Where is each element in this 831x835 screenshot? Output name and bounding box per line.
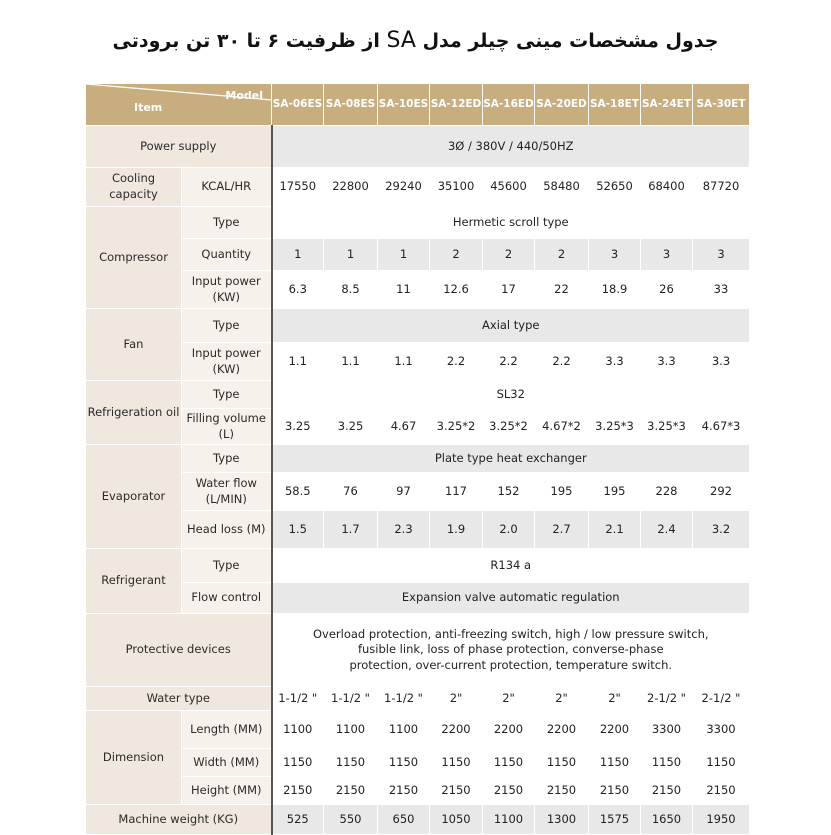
cooling-capacity-value: 58480: [535, 168, 589, 207]
oil-filling-value: 3.25*3: [641, 409, 693, 445]
compressor-quantity-value: 3: [589, 239, 641, 271]
evaporator-head-value: 2.0: [483, 511, 535, 549]
cooling-capacity-value: 52650: [589, 168, 641, 207]
fan-label: Fan: [86, 309, 182, 381]
oil-filling-value: 4.67: [378, 409, 430, 445]
oil-filling-value: 3.25*3: [589, 409, 641, 445]
dimension-length-value: 1100: [378, 711, 430, 749]
dimension-height-value: 2150: [324, 777, 378, 805]
dimension-length-value: 3300: [693, 711, 750, 749]
compressor-quantity-value: 1: [378, 239, 430, 271]
dimension-width-value: 1150: [693, 749, 750, 777]
oil-filling-row: [86, 409, 750, 445]
cooling-capacity-value: 17550: [272, 168, 324, 207]
refrigerant-flow-value: Expansion valve automatic regulation: [272, 583, 750, 614]
evaporator-type-label: Type: [182, 445, 272, 473]
oil-type-label: Type: [182, 381, 272, 409]
cooling-capacity-value: 68400: [641, 168, 693, 207]
weight-label: Machine weight (KG): [86, 805, 272, 835]
evaporator-head-row: [86, 511, 750, 549]
water-type-value: 2": [483, 687, 535, 711]
water-type-value: 2-1/2 ": [693, 687, 750, 711]
water-type-value: 2-1/2 ": [641, 687, 693, 711]
fan-power-row: [86, 343, 750, 381]
compressor-power-label: Input power (KW): [182, 271, 272, 309]
cooling-capacity-value: 87720: [693, 168, 750, 207]
dimension-length-value: 1100: [324, 711, 378, 749]
dimension-label: Dimension: [86, 711, 182, 805]
weight-value: 1050: [430, 805, 483, 835]
compressor-power-value: 6.3: [272, 271, 324, 309]
dimension-length-value: 2200: [430, 711, 483, 749]
dimension-width-label: Width (MM): [182, 749, 272, 777]
model-label: Model: [225, 89, 263, 102]
protective-value: [272, 614, 750, 687]
dimension-length-value: 2200: [483, 711, 535, 749]
fan-power-value: 3.3: [641, 343, 693, 381]
model-header: SA-08ES: [324, 84, 378, 126]
model-header: SA-16ED: [483, 84, 535, 126]
refrigerant-label: Refrigerant: [86, 549, 182, 614]
evaporator-flow-value: 292: [693, 473, 750, 511]
dimension-width-value: 1150: [641, 749, 693, 777]
evaporator-head-value: 3.2: [693, 511, 750, 549]
refrigerant-type-label: Type: [182, 549, 272, 583]
weight-value: 1100: [483, 805, 535, 835]
weight-value: 1575: [589, 805, 641, 835]
header-row: [86, 84, 750, 126]
oil-filling-value: 3.25*2: [483, 409, 535, 445]
model-header: SA-10ES: [378, 84, 430, 126]
oil-filling-value: 3.25: [324, 409, 378, 445]
water-type-value: 1-1/2 ": [324, 687, 378, 711]
evaporator-head-value: 1.5: [272, 511, 324, 549]
evaporator-flow-value: 76: [324, 473, 378, 511]
compressor-power-value: 22: [535, 271, 589, 309]
model-item-header: [86, 84, 272, 126]
model-header: SA-24ET: [641, 84, 693, 126]
compressor-quantity-value: 1: [272, 239, 324, 271]
dimension-length-value: 2200: [589, 711, 641, 749]
evaporator-flow-value: 117: [430, 473, 483, 511]
oil-filling-value: 3.25*2: [430, 409, 483, 445]
compressor-quantity-value: 2: [483, 239, 535, 271]
compressor-type-value: Hermetic scroll type: [272, 207, 750, 239]
water-type-value: 2": [430, 687, 483, 711]
water-type-value: 1-1/2 ": [272, 687, 324, 711]
weight-value: 1650: [641, 805, 693, 835]
dimension-width-value: 1150: [378, 749, 430, 777]
compressor-power-value: 33: [693, 271, 750, 309]
dimension-length-value: 1100: [272, 711, 324, 749]
dimension-length-value: 2200: [535, 711, 589, 749]
fan-power-value: 1.1: [378, 343, 430, 381]
fan-type-row: [86, 309, 750, 343]
cooling-capacity-value: 45600: [483, 168, 535, 207]
compressor-power-value: 11: [378, 271, 430, 309]
compressor-power-value: 18.9: [589, 271, 641, 309]
dimension-width-row: [86, 749, 750, 777]
dimension-width-value: 1150: [483, 749, 535, 777]
protective-label: Protective devices: [86, 614, 272, 687]
compressor-quantity-value: 3: [641, 239, 693, 271]
compressor-quantity-row: [86, 239, 750, 271]
dimension-height-value: 2150: [272, 777, 324, 805]
dimension-width-value: 1150: [589, 749, 641, 777]
fan-power-value: 1.1: [272, 343, 324, 381]
dimension-height-value: 2150: [693, 777, 750, 805]
dimension-height-value: 2150: [589, 777, 641, 805]
power-supply-row: [86, 126, 750, 168]
compressor-power-value: 8.5: [324, 271, 378, 309]
evaporator-head-label: Head loss (M): [182, 511, 272, 549]
compressor-quantity-label: Quantity: [182, 239, 272, 271]
weight-value: 1950: [693, 805, 750, 835]
cooling-capacity-label: Cooling capacity: [86, 168, 182, 207]
fan-power-value: 3.3: [589, 343, 641, 381]
weight-value: 650: [378, 805, 430, 835]
evaporator-flow-label: Water flow (L/MIN): [182, 473, 272, 511]
dimension-width-value: 1150: [535, 749, 589, 777]
compressor-power-value: 12.6: [430, 271, 483, 309]
cooling-capacity-row: [86, 168, 750, 207]
compressor-power-value: 26: [641, 271, 693, 309]
dimension-length-value: 3300: [641, 711, 693, 749]
model-header: SA-18ET: [589, 84, 641, 126]
evaporator-head-value: 2.3: [378, 511, 430, 549]
compressor-quantity-value: 2: [430, 239, 483, 271]
compressor-power-row: [86, 271, 750, 309]
dimension-height-row: [86, 777, 750, 805]
water-type-value: 1-1/2 ": [378, 687, 430, 711]
model-header: SA-06ES: [272, 84, 324, 126]
fan-power-value: 2.2: [430, 343, 483, 381]
fan-power-value: 2.2: [483, 343, 535, 381]
spec-table: [85, 83, 750, 835]
fan-type-value: Axial type: [272, 309, 750, 343]
dimension-height-value: 2150: [483, 777, 535, 805]
model-header: SA-20ED: [535, 84, 589, 126]
fan-power-value: 3.3: [693, 343, 750, 381]
compressor-type-label: Type: [182, 207, 272, 239]
oil-type-value: SL32: [272, 381, 750, 409]
dimension-height-label: Height (MM): [182, 777, 272, 805]
weight-value: 1300: [535, 805, 589, 835]
oil-label: Refrigeration oil: [86, 381, 182, 445]
dimension-width-value: 1150: [272, 749, 324, 777]
evaporator-head-value: 1.7: [324, 511, 378, 549]
protective-line: protection, over-current protection, temperature switch.: [349, 657, 673, 672]
oil-filling-value: 4.67*2: [535, 409, 589, 445]
weight-value: 550: [324, 805, 378, 835]
dimension-height-value: 2150: [641, 777, 693, 805]
evaporator-flow-value: 228: [641, 473, 693, 511]
item-label: Item: [134, 101, 163, 115]
refrigerant-type-row: [86, 549, 750, 583]
oil-filling-value: 3.25: [272, 409, 324, 445]
evaporator-type-row: [86, 445, 750, 473]
cooling-capacity-value: 22800: [324, 168, 378, 207]
refrigerant-flow-label: Flow control: [182, 583, 272, 614]
evaporator-type-value: Plate type heat exchanger: [272, 445, 750, 473]
dimension-height-value: 2150: [378, 777, 430, 805]
compressor-power-value: 17: [483, 271, 535, 309]
cooling-capacity-value: 29240: [378, 168, 430, 207]
dimension-length-label: Length (MM): [182, 711, 272, 749]
oil-filling-label: Filling volume (L): [182, 409, 272, 445]
dimension-width-value: 1150: [430, 749, 483, 777]
weight-value: 525: [272, 805, 324, 835]
evaporator-flow-row: [86, 473, 750, 511]
evaporator-flow-value: 195: [589, 473, 641, 511]
evaporator-flow-value: 152: [483, 473, 535, 511]
fan-power-label: Input power (KW): [182, 343, 272, 381]
evaporator-head-value: 2.1: [589, 511, 641, 549]
evaporator-flow-value: 195: [535, 473, 589, 511]
compressor-label: Compressor: [86, 207, 182, 309]
dimension-width-value: 1150: [324, 749, 378, 777]
cooling-capacity-value: 35100: [430, 168, 483, 207]
page-title: جدول مشخصات مینی چیلر مدل SA از ظرفیت ۶ تا ۳۰ تن برودتی: [112, 28, 719, 53]
refrigerant-type-value: R134 a: [272, 549, 750, 583]
protective-row: [86, 614, 750, 687]
water-type-value: 2": [589, 687, 641, 711]
evaporator-label: Evaporator: [86, 445, 182, 549]
evaporator-head-value: 1.9: [430, 511, 483, 549]
fan-power-value: 2.2: [535, 343, 589, 381]
evaporator-flow-value: 97: [378, 473, 430, 511]
oil-filling-value: 4.67*3: [693, 409, 750, 445]
evaporator-head-value: 2.4: [641, 511, 693, 549]
evaporator-head-value: 2.7: [535, 511, 589, 549]
fan-power-value: 1.1: [324, 343, 378, 381]
fan-type-label: Type: [182, 309, 272, 343]
compressor-type-row: [86, 207, 750, 239]
model-header: SA-12ED: [430, 84, 483, 126]
cooling-capacity-unit: KCAL/HR: [182, 168, 272, 207]
evaporator-flow-value: 58.5: [272, 473, 324, 511]
power-supply-label: Power supply: [86, 126, 272, 168]
water-type-row: [86, 687, 750, 711]
protective-line: Overload protection, anti-freezing switch, high / low pressure switch,: [312, 626, 709, 641]
model-header: SA-30ET: [693, 84, 750, 126]
compressor-quantity-value: 1: [324, 239, 378, 271]
oil-type-row: [86, 381, 750, 409]
dimension-height-value: 2150: [535, 777, 589, 805]
power-supply-value: 3Ø / 380V / 440/50HZ: [272, 126, 750, 168]
water-type-label: Water type: [86, 687, 272, 711]
water-type-value: 2": [535, 687, 589, 711]
dimension-height-value: 2150: [430, 777, 483, 805]
compressor-quantity-value: 2: [535, 239, 589, 271]
refrigerant-flow-row: [86, 583, 750, 614]
weight-row: [86, 805, 750, 835]
compressor-quantity-value: 3: [693, 239, 750, 271]
protective-line: fusible link, loss of phase protection, converse-phase: [357, 642, 664, 657]
dimension-length-row: [86, 711, 750, 749]
